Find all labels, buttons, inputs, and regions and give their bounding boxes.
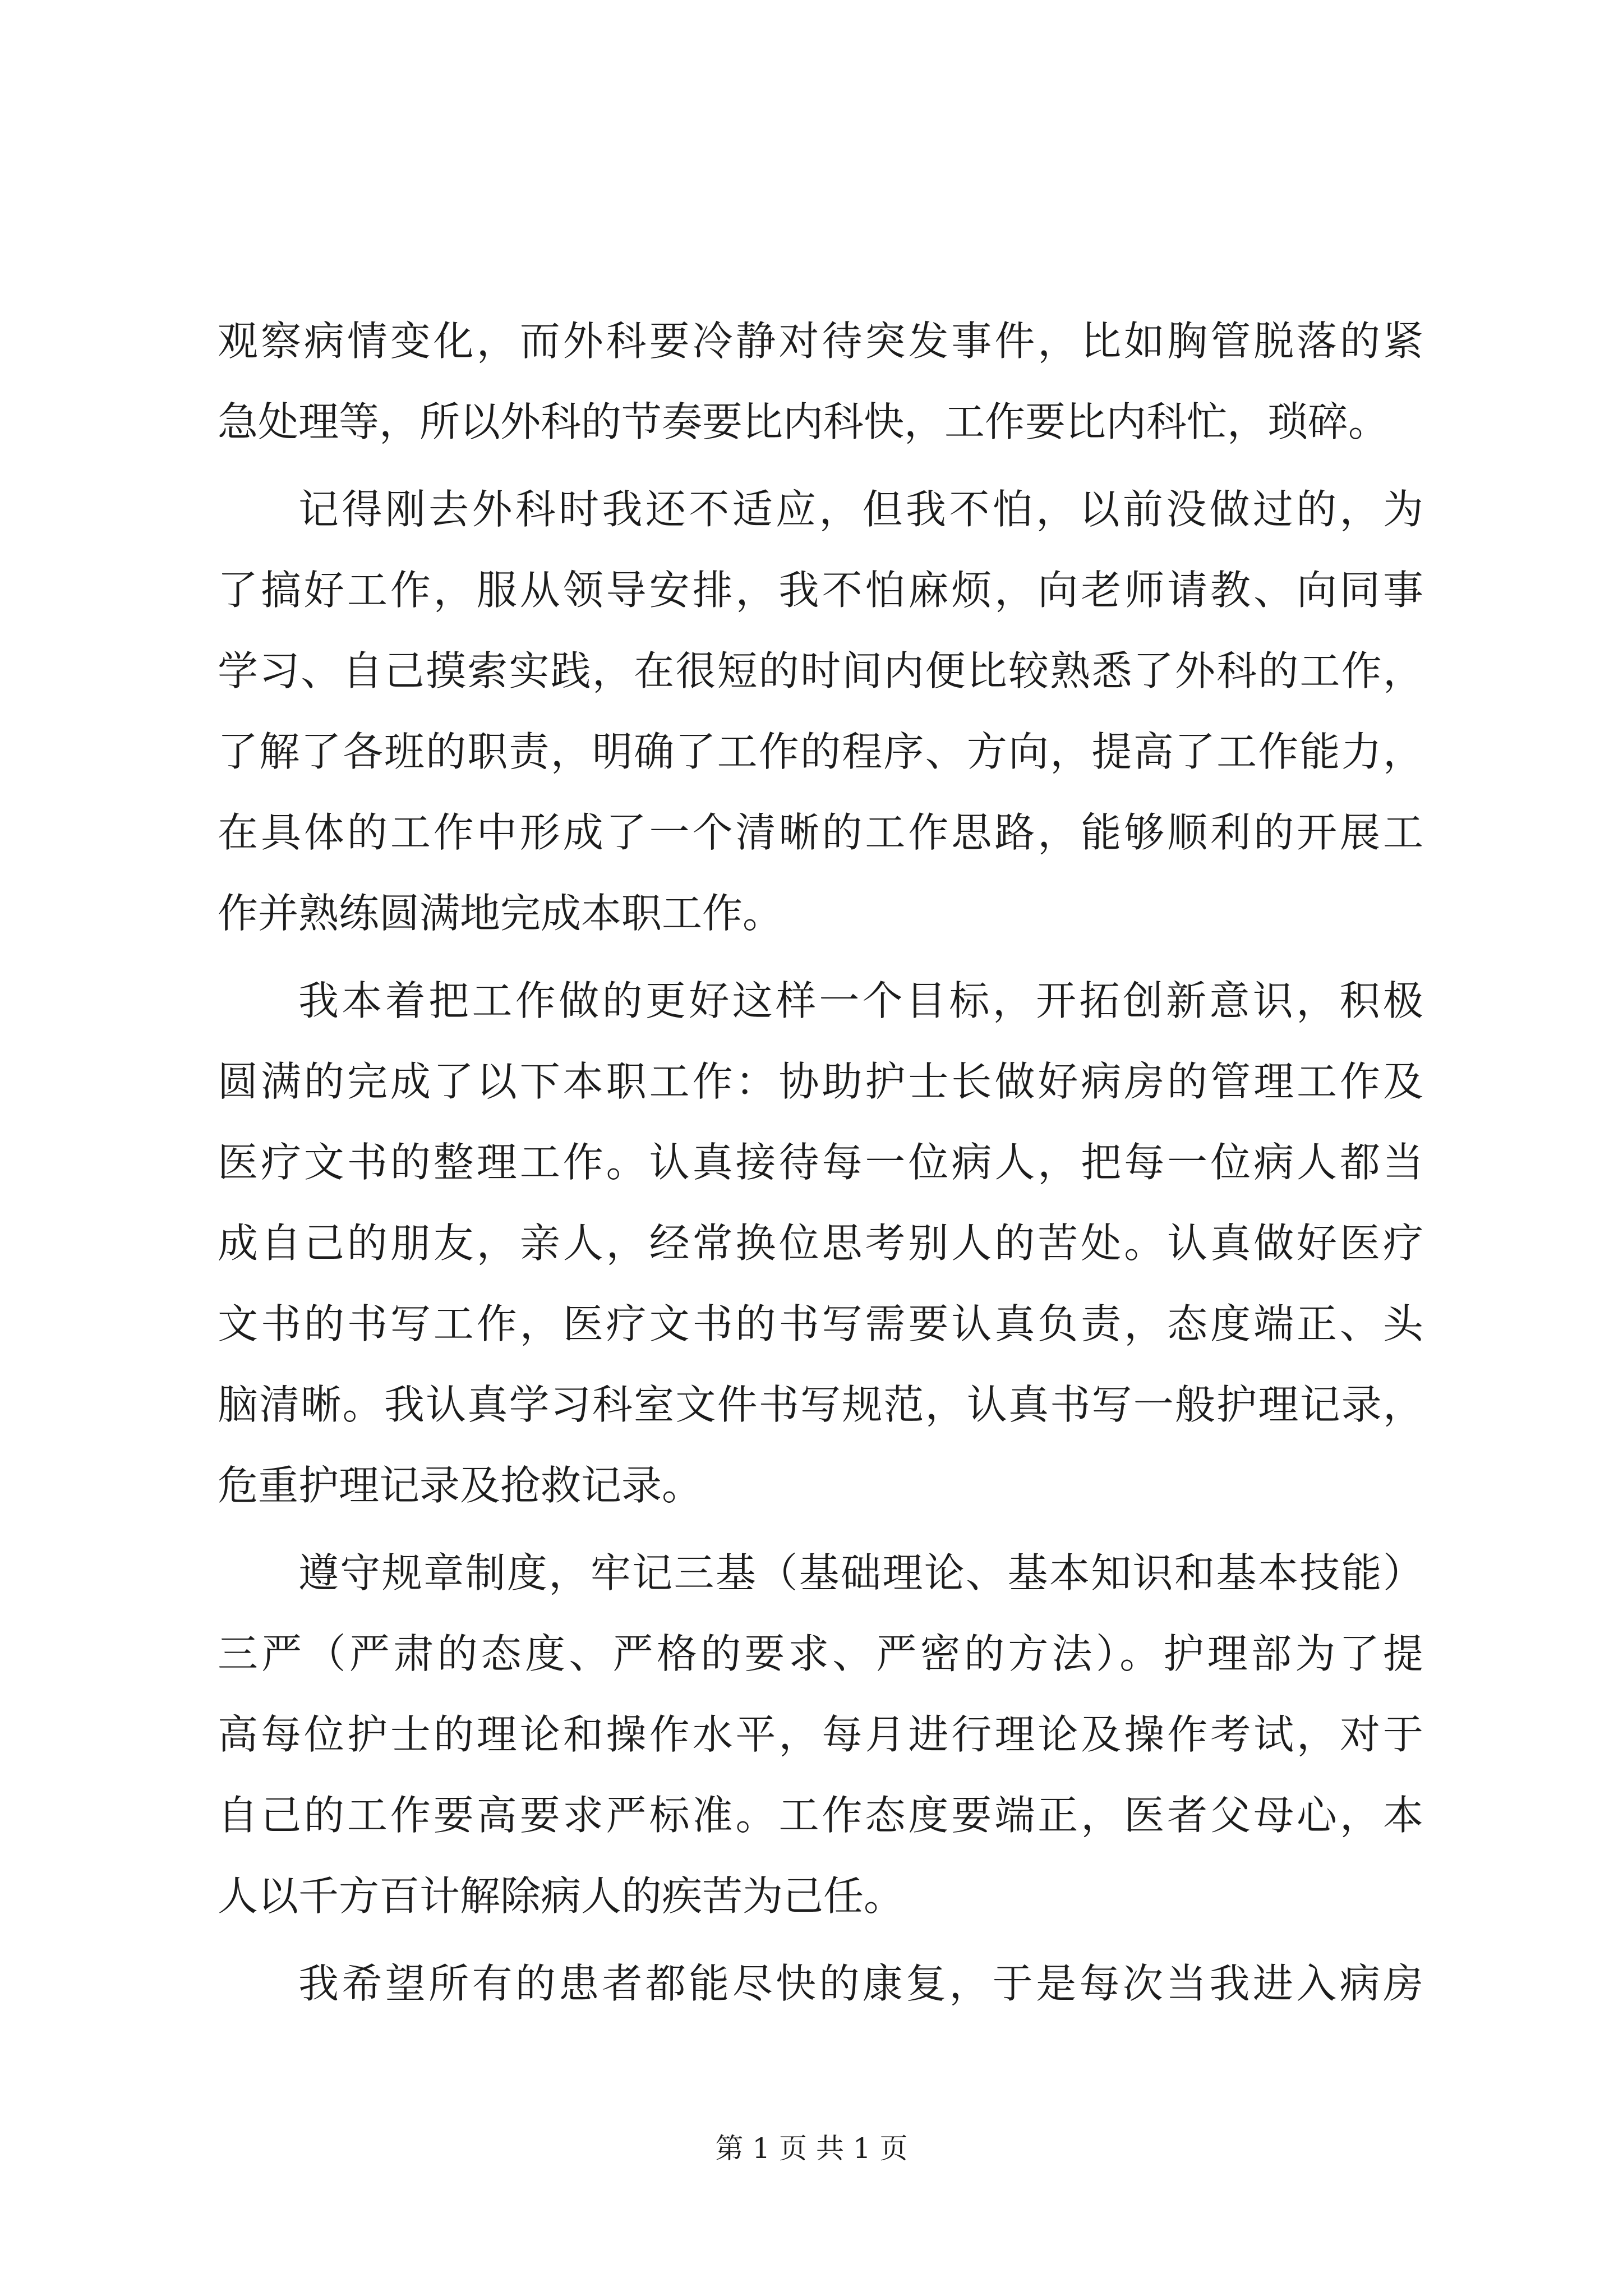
text-line: 了搞好工作，服从领导安排，我不怕麻烦，向老师请教、向同事 [218,567,1423,614]
document-body [218,301,1423,2031]
text-line: 作并熟练圆满地完成本职工作。 [218,890,783,937]
text-line: 文书的书写工作，医疗文书的书写需要认真负责，态度端正、头 [218,1300,1423,1347]
text-line: 在具体的工作中形成了一个清晰的工作思路，能够顺利的开展工 [218,809,1423,856]
paragraph [218,301,1423,462]
paragraph [218,960,1423,1526]
text-line: 自己的工作要高要求严标准。工作态度要端正，医者父母心，本 [218,1792,1423,1839]
text-line: 圆满的完成了以下本职工作：协助护士长做好病房的管理工作及 [218,1058,1423,1105]
text-line: 观察病情变化，而外科要冷静对待突发事件，比如胸管脱落的紧 [218,318,1423,365]
paragraph [218,1943,1423,2024]
text-line: 我希望所有的患者都能尽快的康复，于是每次当我进入病房 [298,1960,1423,2007]
text-line: 我本着把工作做的更好这样一个目标，开拓创新意识，积极 [298,977,1423,1024]
text-line: 危重护理记录及抢救记录。 [218,1462,703,1509]
text-line: 人以千方百计解除病人的疾苦为己任。 [218,1872,905,1920]
text-line: 高每位护士的理论和操作水平，每月进行理论及操作考试，对于 [218,1711,1423,1758]
page-footer: 第 1 页 共 1 页 [715,2132,908,2165]
paragraph [218,1533,1423,1936]
paragraph [218,469,1423,954]
text-line: 医疗文书的整理工作。认真接待每一位病人，把每一位病人都当 [218,1139,1423,1186]
text-line: 脑清晰。我认真学习科室文件书写规范，认真书写一般护理记录， [218,1381,1423,1428]
text-line: 三严（严肃的态度、严格的要求、严密的方法）。护理部为了提 [218,1630,1423,1677]
text-line: 记得刚去外科时我还不适应，但我不怕，以前没做过的，为 [298,486,1423,533]
text-line: 学习、自己摸索实践，在很短的时间内便比较熟悉了外科的工作， [218,647,1423,694]
text-line: 遵守规章制度，牢记三基（基础理论、基本知识和基本技能） [298,1549,1423,1596]
text-line: 急处理等，所以外科的节奏要比内科快，工作要比内科忙，琐碎。 [218,398,1389,445]
text-line: 成自己的朋友，亲人，经常换位思考别人的苦处。认真做好医疗 [218,1220,1423,1267]
text-line: 了解了各班的职责，明确了工作的程序、方向，提高了工作能力， [218,728,1423,775]
